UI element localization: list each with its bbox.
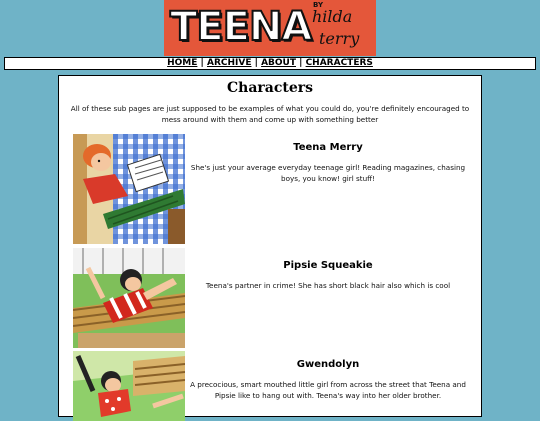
- teena-portrait-image: [73, 134, 185, 244]
- character-name: Pipsie Squeakie: [283, 260, 373, 271]
- nav-separator: |: [200, 58, 204, 68]
- pipsie-portrait-image: [73, 248, 185, 348]
- nav-archive-link[interactable]: ARCHIVE: [206, 58, 252, 68]
- character-name: Gwendolyn: [296, 359, 360, 370]
- nav-home-link[interactable]: HOME: [167, 58, 198, 68]
- intro-text: All of these sub pages are just supposed to be examples of what you could do, you're definitely encouraged to mess around with them and come up with something better: [70, 104, 470, 124]
- nav-about-link[interactable]: ABOUT: [261, 58, 296, 68]
- gwendolyn-portrait-image: [73, 351, 185, 421]
- character-description: A precocious, smart mouthed little girl from across the street that Teena and Pipsie like to hang out with. Teena's way into her older brother.: [190, 380, 466, 400]
- banner-title: TEENA: [170, 4, 312, 50]
- character-name: Teena Merry: [293, 142, 363, 153]
- character-card-gwendolyn: [73, 351, 471, 421]
- character-card-teena: [73, 134, 471, 244]
- site-banner[interactable]: [164, 0, 376, 56]
- content-panel: [58, 75, 482, 417]
- page-heading: Characters: [227, 80, 313, 96]
- character-card-pipsie: [73, 248, 471, 348]
- banner-by: BY: [313, 1, 324, 9]
- banner-signature-last: terry: [319, 29, 360, 48]
- nav-separator: |: [299, 58, 303, 68]
- nav-characters-link[interactable]: CHARACTERS: [305, 58, 373, 68]
- character-description: She's just your average everyday teenage girl! Reading magazines, chasing boys, you know! girl stuff!: [190, 163, 466, 183]
- banner-signature-first: hilda: [312, 7, 353, 26]
- character-description: Teena's partner in crime! She has short black hair also which is cool: [205, 281, 451, 290]
- nav-bar: [4, 57, 536, 70]
- nav-separator: |: [254, 58, 258, 68]
